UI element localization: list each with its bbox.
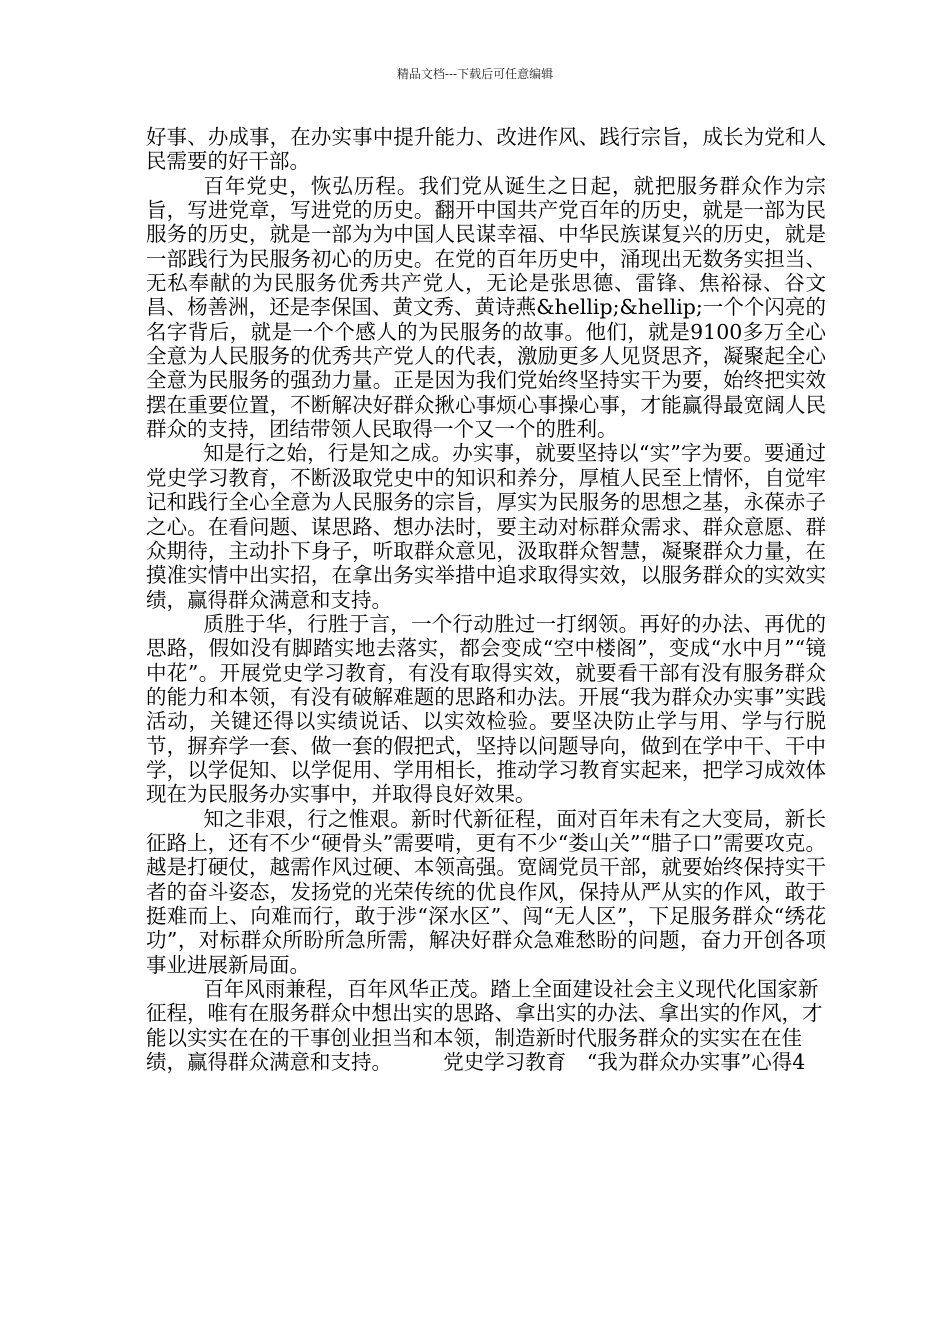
paragraph-4: 质胜于华，行胜于言，一个行动胜过一打纲领。再好的办法、再优的思路，假如没有脚踏实地去落实，都会变成“空中楼阁”，变成“水中月”“镜中花”。开展党史学习教育，有没有取得实效，就要看干部有没有服务群众的能力和本领，有没有破解难题的思路和办法。开展“我为群众办实事”实践活动，关键还得以实绩说话、以实效检验。要坚决防止学与用、学与行脱节，摒弃学一套、做一套的假把式，坚持以问题导向，做到在学中干、干中学，以学促知、以学促用、学用相长，推动学习教育实起来，把学习成效体现在为民服务办实事中，并取得良好效果。: [146, 611, 826, 807]
paragraph-3: 知是行之始，行是知之成。办实事，就要坚持以“实”字为要。要通过党史学习教育，不断汲取党史中的知识和养分，厚植人民至上情怀，自觉牢记和践行全心全意为人民服务的宗旨，厚实为民服务的思想之基，永葆赤子之心。在看问题、谋思路、想办法时，要主动对标群众需求、群众意愿、群众期待，主动扑下身子，听取群众意见，汲取群众智慧，凝聚群众力量，在摸准实情中出实招，在拿出务实举措中追求取得实效，以服务群众的实效实绩，赢得群众满意和支持。: [146, 441, 826, 612]
document-body: [146, 125, 826, 1074]
paragraph-1: 好事、办成事，在办实事中提升能力、改进作风、践行宗旨，成长为党和人民需要的好干部。: [146, 125, 826, 174]
paragraph-6: 百年风雨兼程，百年风华正茂。踏上全面建设社会主义现代化国家新征程，唯有在服务群众中想出实的思路、拿出实的办法、拿出实的作风，才能以实实在在的干事创业担当和本领，制造新时代服务群众的实实在在佳绩，赢得群众满意和支持。 党史学习教育 “我为群众办实事”心得4: [146, 977, 823, 1075]
page-header: 精品文档---下载后可任意编辑: [396, 67, 554, 81]
paragraph-2: 百年党史，恢弘历程。我们党从诞生之日起，就把服务群众作为宗旨，写进党章，写进党的历史。翻开中国共产党百年的历史，就是一部为民服务的历史，就是一部为为中国人民谋幸福、中华民族谋复兴的历史，就是一部践行为民服务初心的历史。在党的百年历史中，涌现出无数务实担当、无私奉献的为民服务优秀共产党人，无论是张思德、雷锋、焦裕禄、谷文昌、杨善洲，还是李保国、黄文秀、黄诗燕&hellip;&hellip;一个个闪亮的名字背后，就是一个个感人的为民服务的故事。他们，就是9100多万全心全意为人民服务的优秀共产党人的代表，激励更多人见贤思齐，凝聚起全心全意为民服务的强劲力量。正是因为我们党始终坚持实干为要，始终把实效摆在重要位置，不断解决好群众揪心事烦心事操心事，才能赢得最宽阔人民群众的支持，团结带领人民取得一个又一个的胜利。: [146, 173, 826, 442]
paragraph-5: 知之非艰，行之惟艰。新时代新征程，面对百年未有之大变局，新长征路上，还有不少“硬骨头”需要啃，更有不少“娄山关”“腊子口”需要攻克。越是打硬仗，越需作风过硬、本领高强。宽阔党员干部，就要始终保持实干者的奋斗姿态，发扬党的光荣传统的优良作风，保持从严从实的作风，敢于挺难而上、向难而行，敢于涉“深水区”、闯“无人区”，下足服务群众“绣花功”，对标群众所盼所急所需，解决好群众急难愁盼的问题，奋力开创各项事业进展新局面。: [146, 806, 826, 977]
